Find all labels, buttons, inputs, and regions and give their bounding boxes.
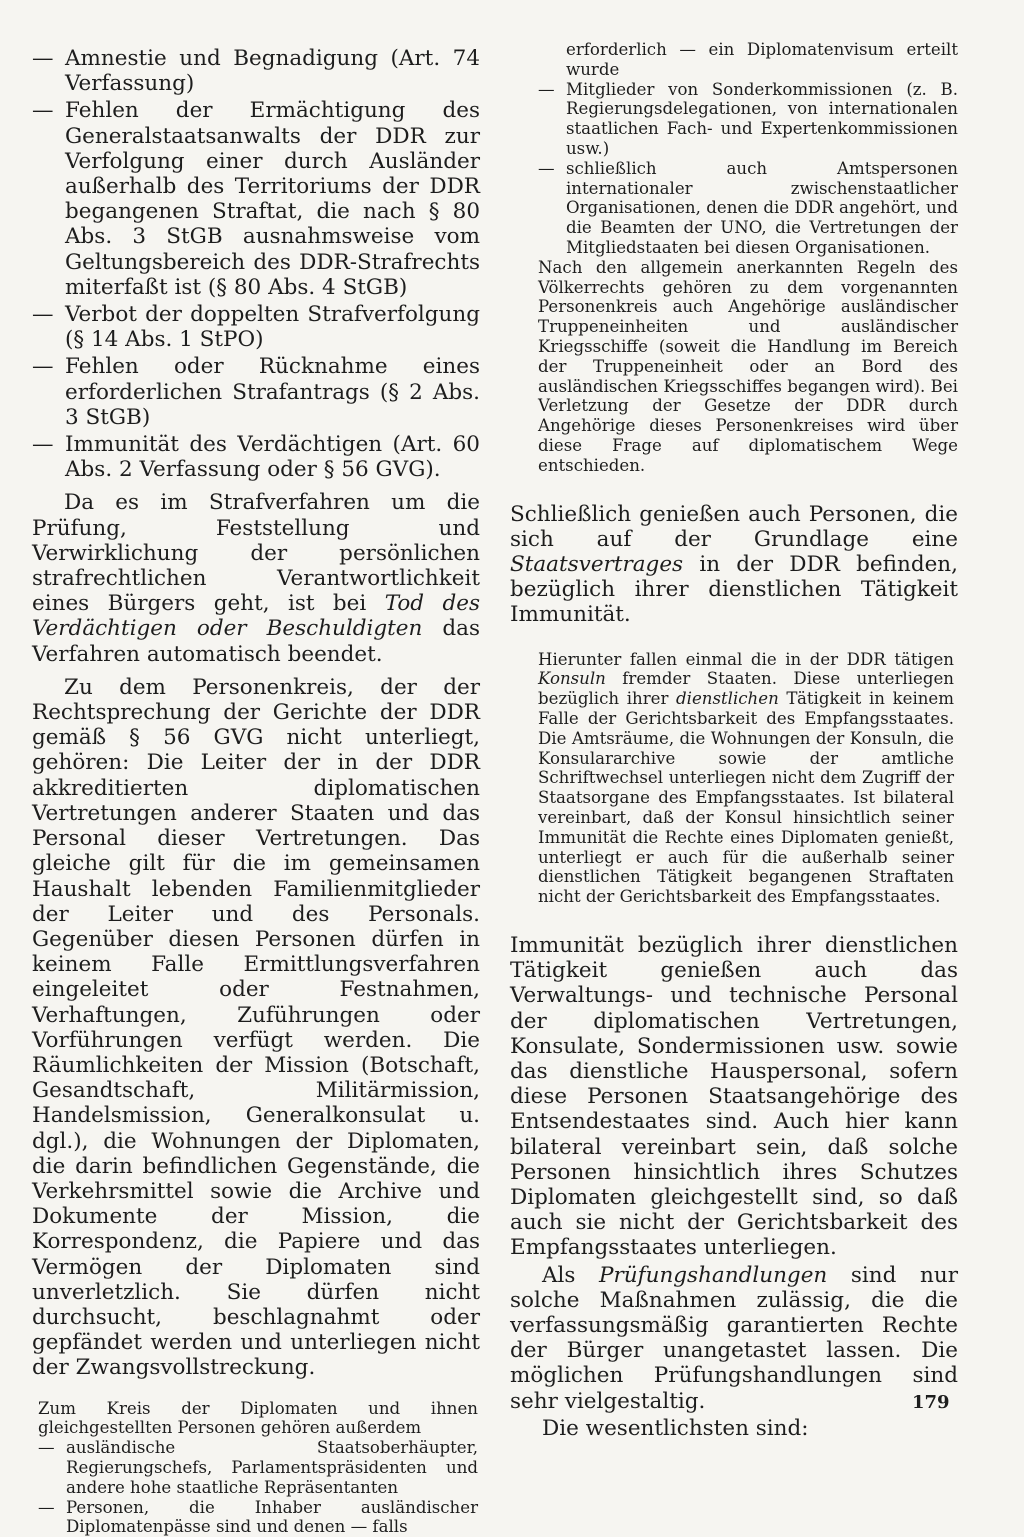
- paragraph-konsuln: [538, 650, 954, 907]
- list-item: — Immunität des Verdächtigen (Art. 60 Abs. 2 Verfassung oder § 56 GVG).: [32, 432, 480, 482]
- text-run: in der DDR befinden, bezüglich ihrer dienstlichen Tätigkeit Immunität.: [510, 551, 958, 628]
- list-item: — ausländische Staatsoberhäupter, Regierungschefs, Parlamentspräsidenten und andere hohe staatliche Repräsentanten: [38, 1438, 478, 1497]
- list-item: — Fehlen der Ermächtigung des Generalstaatsanwalts der DDR zur Verfolgung einer durch Ausländer außerhalb des Territoriums der DDR begangenen Straftat, die nach § 80 Abs. 3 StGB ausnahmsweise vom Geltungsbereich des DDR-Strafrechts miterfaßt ist (§ 80 Abs. 4 StGB): [32, 98, 480, 300]
- list-item: — Amnestie und Begnadigung (Art. 74 Verfassung): [32, 46, 480, 96]
- list-item: — Mitglieder von Sonderkommissionen (z. B. Regierungsdelegationen, von internationalen staatlichen Fach- und Expertenkommissionen usw.): [538, 80, 958, 159]
- italic-term: dienstlichen: [676, 689, 779, 709]
- diplomats-intro: Zum Kreis der Diplomaten und ihnen gleichgestellten Personen gehören außerdem: [38, 1398, 478, 1438]
- procedural-obstacles-list: [32, 46, 480, 482]
- paragraph-immunitaet: Immunität bezüglich ihrer dienstlichen Tätigkeit genießen auch das Verwaltungs- und technische Personal der diplomatischen Vertretungen, Konsulate, Sondermissionen usw. sowie das dienstliche Hauspersonal, sofern diese Personen Staatsangehörige des Entsendestaates sind. Auch hier kann bilateral vereinbart sein, daß solche Personen hinsichtlich ihres Schutzes Diplomaten gleichgestellt sind, so daß auch sie nicht der Gerichtsbarkeit des Empfangsstaates unterliegen.: [510, 932, 958, 1261]
- paragraph-death-of-suspect: [32, 490, 480, 666]
- text-run: sind nur solche Maßnahmen zulässig, die die verfassungsmäßig garantierten Rechte der Bürger unangetastet lassen. Die möglichen Prüfungshandlungen sind sehr vielgestaltig.: [510, 1262, 958, 1414]
- right-column: [510, 40, 958, 1441]
- diplomats-note-block: [32, 1399, 478, 1537]
- continued-list-text: erforderlich — ein Diplomatenvisum erteilt wurde: [566, 40, 958, 79]
- text-run: Schließlich genießen auch Personen, die sich auf der Grundlage eine: [510, 501, 958, 552]
- italic-term: Staatsvertrages: [510, 551, 684, 577]
- list-item: — Fehlen oder Rücknahme eines erforderlichen Strafantrags (§ 2 Abs. 3 StGB): [32, 354, 480, 430]
- italic-term: Tod des Verdächtigen oder Beschuldigten: [32, 591, 480, 642]
- list-item: — Personen, die Inhaber ausländischer Diplomatenpässe sind und denen — falls: [38, 1498, 478, 1537]
- text-run: Tätigkeit in keinem Falle der Gerichtsbarkeit des Empfangsstaates. Die Amtsräume, die Wohnungen der Konsuln, die Konsulararchive sowie der amtliche Schriftwechsel unterliegen nicht dem Zugriff der Staatsorgane des Empfangsstaates. Ist bilateral vereinbart, daß der Konsul hinsichtlich seiner Immunität die Rechte eines Diplomaten genießt, unterliegt er auch für die außerhalb seiner dienstlichen Tätigkeit begangenen Straftaten nicht der Gerichtsbarkeit des Empfangsstaates.: [538, 689, 954, 907]
- paragraph-wesentlichste: Die wesentlichsten sind:: [542, 1415, 809, 1441]
- left-column: [32, 46, 480, 1537]
- italic-term: Prüfungshandlungen: [599, 1262, 828, 1288]
- list-item: — Verbot der doppelten Strafverfolgung (§ 14 Abs. 1 StPO): [32, 302, 480, 352]
- page-number: 179: [912, 1392, 950, 1413]
- diplomats-note-continuation: [510, 40, 958, 476]
- list-item: — schließlich auch Amtspersonen internationaler zwischenstaatlicher Organisationen, denen die DDR angehört, und die Beamten der UNO, die Vertretungen der Mitgliedstaaten bei diesen Organisationen.: [538, 159, 958, 258]
- text-run: Als: [542, 1262, 600, 1288]
- text-run: fremder Staaten. Diese unterliegen bezüglich ihrer: [538, 669, 954, 709]
- text-run: das Verfahren automatisch beendet.: [32, 616, 480, 667]
- text-run: Da es im Strafverfahren um die Prüfung, Feststellung und Verwirklichung der persönlichen strafrechtlichen Verantwortlichkeit eines Bürgers geht, ist bei: [32, 490, 480, 617]
- paragraph-staatsvertrag: [510, 502, 958, 628]
- paragraph-voelkerrecht: Nach den allgemein anerkannten Regeln des Völkerrechts gehören zu dem vorgenannten Personenkreis auch Angehörige ausländischer Truppeneinheiten und ausländischer Kriegsschiffe (soweit die Handlung im Bereich der Truppeneinheit oder an Bord des ausländischen Kriegsschiffes begangen wird). Bei Verletzung der Gesetze der DDR durch Angehörige dieses Personenkreises wird über diese Frage auf diplomatischem Wege entschieden.: [538, 257, 958, 475]
- italic-term: Konsuln: [538, 669, 606, 689]
- text-run: Hierunter fallen einmal die in der DDR tätigen: [538, 649, 954, 669]
- paragraph-personenkreis: Zu dem Personenkreis, der der Rechtsprechung der Gerichte der DDR gemäß § 56 GVG nicht unterliegt, gehören: Die Leiter der in der DDR akkreditierten diplomatischen Vertretungen anderer Staaten und das Personal dieser Vertretungen. Das gleiche gilt für die im gemeinsamen Haushalt lebenden Familienmitglieder der Leiter und des Personals. Gegenüber diesen Personen dürfen in keinem Falle Ermittlungsverfahren eingeleitet oder Festnahmen, Verhaftungen, Zuführungen oder Vorführungen verfügt werden. Die Räumlichkeiten der Mission (Botschaft, Gesandtschaft, Militärmission, Handelsmission, Generalkonsulat u. dgl.), die Wohnungen der Diplomaten, die darin befindlichen Gegenstände, die Verkehrsmittel sowie die Archive und Dokumente der Mission, die Korrespondenz, die Papiere und das Vermögen der Diplomaten sind unverletzlich. Sie dürfen nicht durchsucht, beschlagnahmt oder gepfändet werden und unterliegen nicht der Zwangsvollstreckung.: [32, 674, 480, 1381]
- paragraph-pruefungshandlungen: [510, 1263, 958, 1414]
- consuls-note-block: [510, 650, 954, 907]
